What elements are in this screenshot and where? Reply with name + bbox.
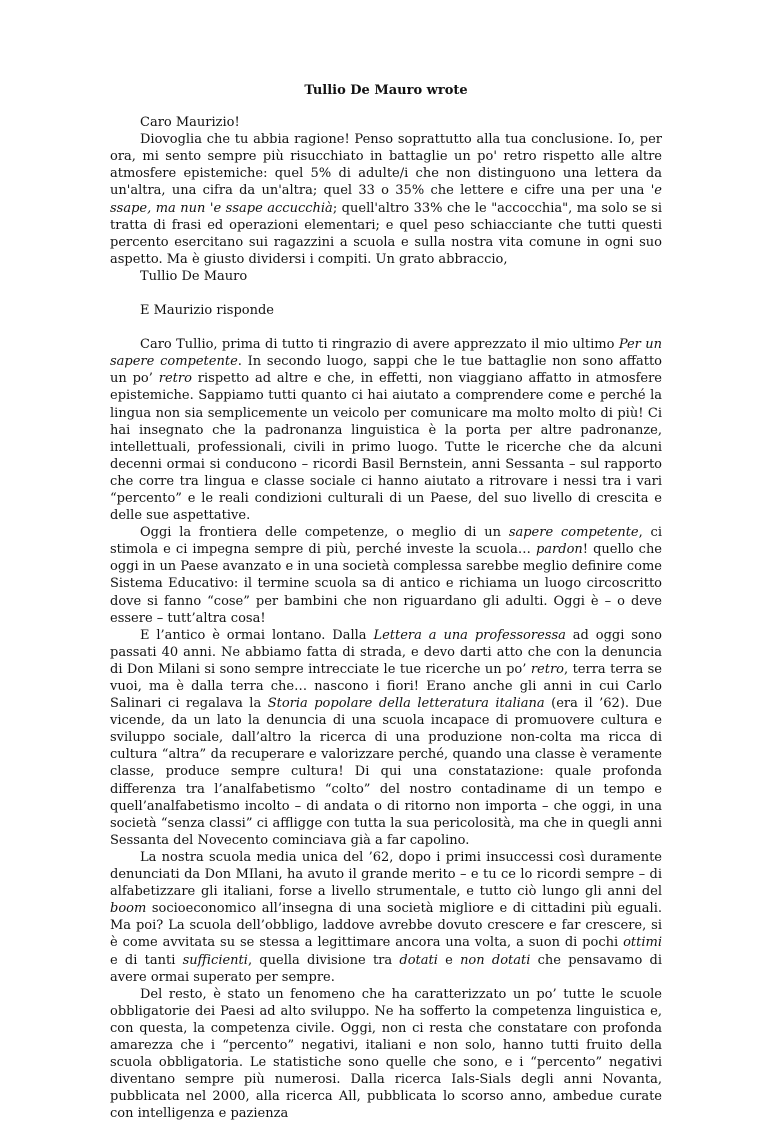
text-run-italic: Lettera a una professoressa xyxy=(373,627,566,643)
text-run-italic: sapere competente xyxy=(508,525,639,541)
text-run: . In secondo luogo, sappi che le tue battaglie non sono affatto un po’ xyxy=(110,354,662,387)
reply-paragraph-4 xyxy=(110,849,662,986)
text-run: Oggi la frontiera delle competenze, o meglio di un xyxy=(140,525,509,541)
text-run: , terra terra se vuoi, ma è dalla terra che… nascono i fiori! Erano anche gli anni in cui Carlo Salinari ci regalava la xyxy=(110,661,662,712)
text-run: Diovoglia che tu abbia ragione! Penso soprattutto alla tua conclusione. Io, per ora, mi sento sempre più risucchiato in battaglie un po' retro rispetto alle altre atmosfere epistemiche: quel 5% di adulte/i che non distinguono una lettera da un'altra, una cifra da un'altra; quel 33 o 35% che lettere e cifre una per una xyxy=(110,132,662,199)
letter-greeting: Caro Maurizio! xyxy=(140,115,240,131)
text-run-italic: pardon xyxy=(535,542,583,558)
letter-from-de-mauro xyxy=(110,114,662,285)
reply-paragraph-2 xyxy=(110,524,662,627)
text-run-italic: retro xyxy=(158,371,192,387)
text-run-italic: ottimi xyxy=(623,935,662,951)
text-run-italic: Per un sapere competente xyxy=(110,337,662,370)
text-run: e xyxy=(437,952,461,968)
text-run-italic: 'e ssape, ma nun 'e ssape accucchià xyxy=(110,183,662,216)
reply-header: E Maurizio risponde xyxy=(140,303,274,319)
reply-header-block xyxy=(110,302,662,319)
reply-body xyxy=(110,336,662,1122)
text-run: (era il ’62). Due vicende, da un lato la denuncia di una scuola incapace di promuovere cultura e sviluppo sociale, dall’altro la ricerca di una produzione non-colta ma ricca di cultura “altra” da recuperare e valorizzare perché, quando una classe è veramente classe, produce sempre cultura! Di qui una constatazione: quale profonda differenza tra l’analfabetismo “colto” del nostro contadiname di un tempo e quell’analfabetismo incolto – di andata o di ritorno non importa – che oggi, in una società “senza classi” ci affligge con tutta la sua pericolosità, ma che in quegli anni Sessanta del Novecento cominciava già a far capolino. xyxy=(110,696,662,848)
reply-paragraph-5 xyxy=(110,986,662,1122)
text-run: E l’antico è ormai lontano. Dalla xyxy=(140,627,374,643)
text-run: Del resto, è stato un fenomeno che ha caratterizzato un po’ tutte le scuole obbligatorie dei Paesi ad alto sviluppo. Ne ha sofferto la competenza linguistica e, con questa, la competenza civile. Oggi, non ci resta che constatare con profonda amarezza che i “percento” negativi, italiani e non solo, hanno tutti fruito della scuola obbligatoria. Le statistiche sono quelle che sono, e i “percento” negativi diventano sempre più numerosi. Dalla ricerca Ials-Sials degli anni Novanta, pubblicata nel 2000, alla ricerca All, pubblicata lo scorso anno, ambedue curate con intelligenza e pazienza xyxy=(110,986,662,1122)
reply-paragraph-3 xyxy=(110,627,662,849)
text-run: rispetto ad altre e che, in effetti, non viaggiano affatto in atmosfere epistemiche. Sappiamo tutti quanto ci hai aiutato a comprendere come e perché la lingua non sia semplicemente un veicolo per comunicare ma molto molto di più! Ci hai insegnato che la padronanza linguistica è la porta per altre padronanze, intellettuali, professionali, civili in primo luogo. Tutte le ricerche che da alcuni decenni ormai si conducono – ricordi Basil Bernstein, anni Sessanta – sul rapporto che corre tra lingua e classe sociale ci hanno aiutato a ritrovare i nessi tra i vari “percento” e le reali condizioni culturali di un Paese, del suo livello di crescita e delle sue aspettative. xyxy=(110,371,662,524)
text-run-italic: non dotati xyxy=(460,952,531,968)
reply-paragraph-1 xyxy=(110,336,662,524)
paragraph-gap xyxy=(110,285,662,302)
text-run-italic: dotati xyxy=(399,952,438,968)
text-run-italic: retro xyxy=(530,661,564,677)
text-run: ; quell'altro 33% che le "accocchia", ma solo se si tratta di frasi ed operazioni elementari; e quel peso schiacciante che tutti questi percento esercitano sui ragazzini a scuola e sulla nostra vita comune in ogni suo aspetto. Ma è giusto dividersi i compiti. Un grato abbraccio, xyxy=(110,200,662,267)
text-run: La nostra scuola media unica del ’62, dopo i primi insuccessi così duramente denunciati da Don MIlani, ha avuto il grande merito – e tu ce lo ricordi sempre – di alfabetizzare gli italiani, forse a livello strumentale, e tutto ciò lungo gli anni del xyxy=(110,849,662,900)
text-run: ad oggi sono passati 40 anni. Ne abbiamo fatta di strada, e devo darti atto che con la denuncia di Don Milani si sono sempre intrecciate le tue ricerche un po’ xyxy=(110,627,662,677)
text-run: , ci stimola e ci impegna sempre di più, perché investe la scuola… xyxy=(110,525,662,558)
text-run: Caro Tullio, prima di tutto ti ringrazio di avere apprezzato il mio ultimo xyxy=(140,337,619,353)
text-run-italic: sufficienti xyxy=(182,952,248,968)
text-run: socioeconomico all’insegna di una società migliore e di cittadini più eguali. Ma poi? La scuola dell’obbligo, laddove avrebbe dovuto crescere e far crescere, si è come avvitata su se stessa a legittimare ancora una volta, a suon di pochi xyxy=(110,901,662,951)
letter-body xyxy=(110,131,662,268)
text-run-italic: boom xyxy=(110,901,147,917)
text-run-italic: Storia popolare della letteratura italiana xyxy=(267,696,545,712)
text-run: , quella divisione tra xyxy=(247,952,400,968)
text-run: ! quello che oggi in un Paese avanzato e in una società complessa sarebbe meglio definire come Sistema Educativo: il termine scuola sa di antico e richiama un luogo circoscritto dove si fanno “cose” per bambini che non riguardano gli adulti. Oggi è – o deve essere – tutt’altra cosa! xyxy=(110,542,663,626)
text-run: che pensavamo di avere ormai superato per sempre. xyxy=(110,952,662,985)
document-title: Tullio De Mauro wrote xyxy=(304,83,468,98)
paragraph-gap xyxy=(110,319,662,336)
letter-signature: Tullio De Mauro xyxy=(140,268,248,284)
text-run: e di tanti xyxy=(110,952,183,968)
